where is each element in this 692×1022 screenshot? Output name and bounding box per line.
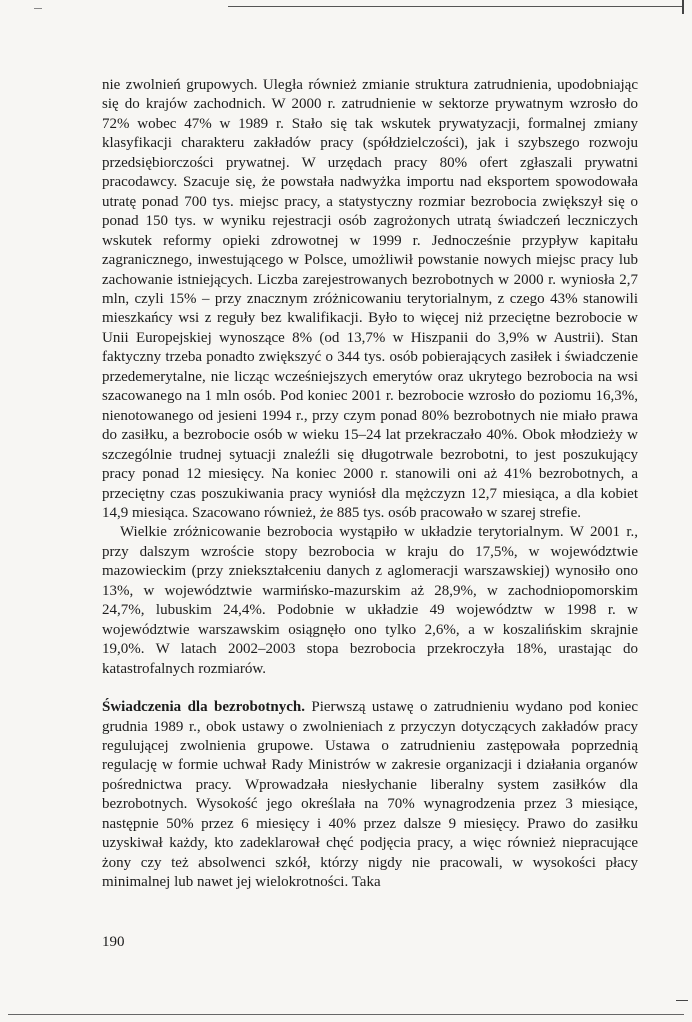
paragraph-3: Pierwszą ustawę o zatrudnieniu wydano pod koniec grudnia 1989 r., obok ustawy o zwolnieniach z przyczyn dotyczących zakładów pracy regulującej zwolnienia grupowe. Ustawa o zatrudnieniu zastępowała poprzednią regulację w formie uchwał Rady Ministrów w zakresie organizacji i działania organów pośrednictwa pracy. Wprowadzała niesłychanie liberalny system zasiłków dla bezrobotnych. Wysokość jego określała na 70% wynagrodzenia przez 3 miesiące, następnie 50% przez 6 miesięcy i 40% przez dalsze 9 miesięcy. Prawo do zasiłku uzyskiwał każdy, kto zadeklarował chęć podjęcia pracy, a więc również niepracujące żony czy też absolwenci szkół, którzy nigdy nie pracowali, w wysokości płacy minimalnej lub nawet jej wielokrotności. Taka	[102, 699, 638, 891]
section-heading: Świadczenia dla bezrobotnych.	[102, 699, 305, 716]
section-paragraph	[102, 698, 638, 893]
bottom-margin-mark	[676, 1000, 688, 1001]
page-number: 190	[102, 934, 125, 950]
top-rule	[228, 6, 684, 7]
paragraph-2: Wielkie zróżnicowanie bezrobocia wystąpiło w układzie terytorialnym. W 2001 r., przy dalszym wzroście stopy bezrobocia w kraju do 17,5%, w województwie mazowieckim (przy zniekształceniu danych z aglomeracji warszawskiej) wynosiło ono 13%, w województwie warmińsko-mazurskim aż 28,9%, w zachodniopomorskim 24,7%, lubuskim 24,4%. Podobnie w układzie 49 województw w 1998 r. w województwie warszawskim osiągnęło ono tylko 2,6%, a w koszalińskim skrajnie 19,0%. W latach 2002–2003 stopa bezrobocia przekroczyła 18%, urastając do katastrofalnych rozmiarów.	[102, 524, 638, 677]
top-margin-mark	[34, 8, 42, 9]
body-text	[102, 76, 638, 893]
top-rule-corner	[682, 0, 684, 14]
bottom-rule	[8, 1014, 684, 1015]
paragraph-1: nie zwolnień grupowych. Uległa również zmianie struktura zatrudnienia, upodobniając się do krajów zachodnich. W 2000 r. zatrudnienie w sektorze prywatnym wzrosło do 72% wobec 47% w 1989 r. Stało się tak wskutek prywatyzacji, formalnej zmiany klasyfikacji charakteru zakładów pracy (spółdzielczości), jak i szybszego rozwoju przedsiębiorczości prywatnej. W urzędach pracy 80% ofert zgłaszali prywatni pracodawcy. Szacuje się, że powstała nadwyżka importu nad eksportem spowodowała utratę ponad 700 tys. miejsc pracy, a statystyczny rozmiar bezrobocia zwiększył się o ponad 150 tys. w wyniku rejestracji osób zagrożonych utratą świadczeń leczniczych wskutek reformy opieki zdrowotnej w 1999 r. Jednocześnie przypływ kapitału zagranicznego, inwestującego w Polsce, umożliwił powstanie nowych miejsc pracy lub zachowanie istniejących. Liczba zarejestrowanych bezrobotnych w 2000 r. wyniosła 2,7 mln, czyli 15% – przy znacznym zróżnicowaniu terytorialnym, z czego 43% stanowili mieszkańcy wsi z reguły bez kwalifikacji. Było to więcej niż przeciętne bezrobocie w Unii Europejskiej wynoszące 8% (od 13,7% w Hiszpanii do 3,9% w Austrii). Stan faktyczny trzeba ponadto zwiększyć o 344 tys. osób pobierających zasiłek i świadczenie przedemerytalne, nie licząc wcześniejszych emerytów oraz ukrytego bezrobocia na wsi szacowanego na 1 mln osób. Pod koniec 2001 r. bezrobocie wzrosło do poziomu 16,3%, nienotowanego od jesieni 1994 r., przy czym ponad 80% bezrobotnych nie miało prawa do zasiłku, a bezrobocie osób w wieku 15–24 lat przekraczało 40%. Obok młodzieży w szczególnie trudnej sytuacji znaleźli się długotrwale bezrobotni, to jest poszukujący pracy ponad 12 miesięcy. Na koniec 2000 r. stanowili oni aż 41% bezrobotnych, a przeciętny czas poszukiwania pracy wyniósł dla mężczyzn 12,7 miesiąca, a dla kobiet 14,9 miesiąca. Szacowano również, że 885 tys. osób pracowało w szarej strefie.	[102, 77, 638, 521]
